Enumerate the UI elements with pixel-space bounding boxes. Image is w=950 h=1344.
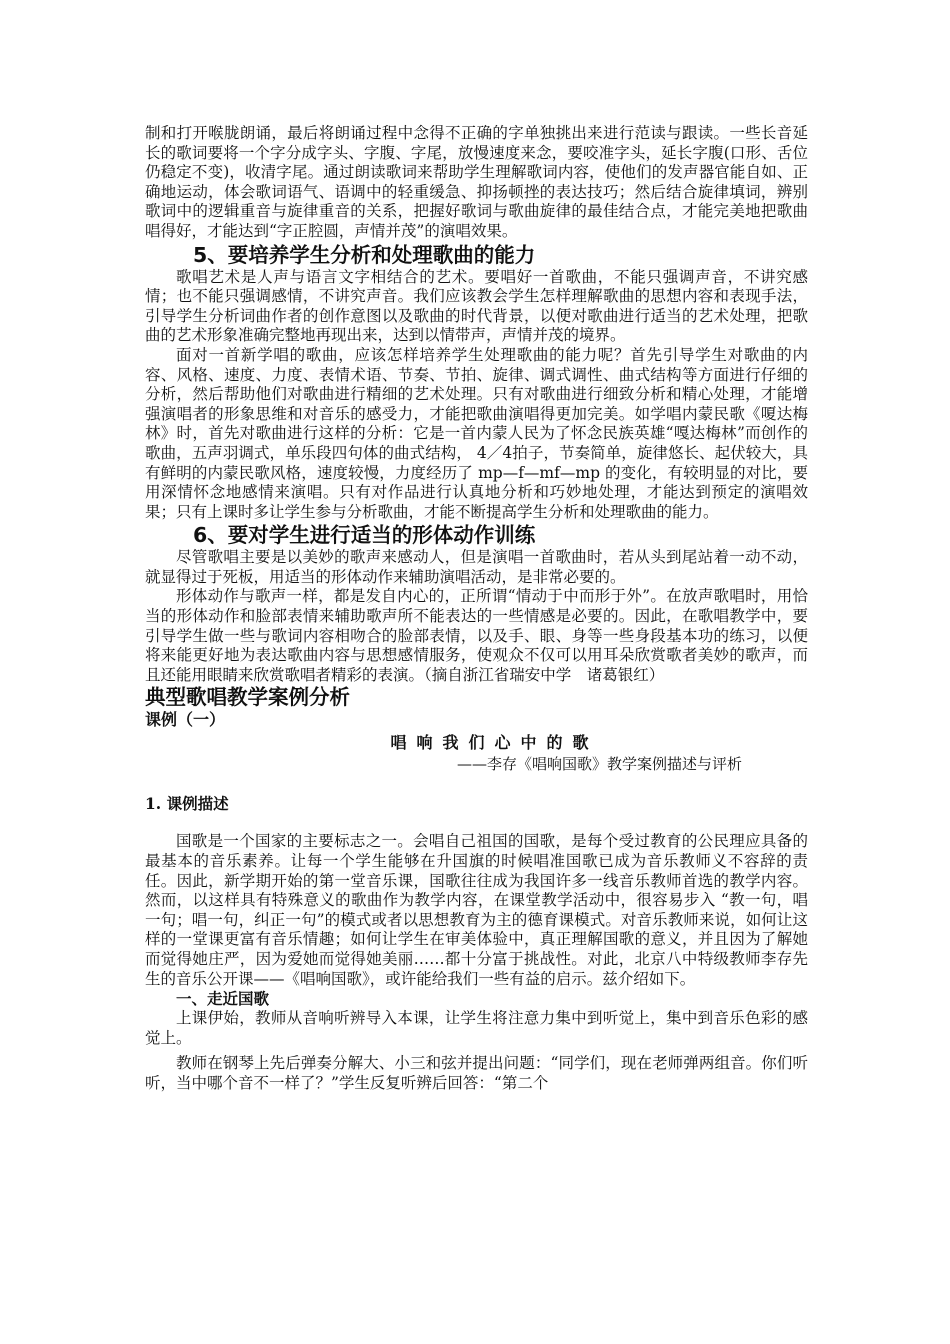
case-subtitle: ——李存《唱响国歌》教学案例描述与评析 xyxy=(456,755,742,774)
subsection-heading-approach: 一、走近国歌 xyxy=(176,989,270,1009)
section-heading-6: 6、要对学生进行适当的形体动作训练 xyxy=(193,523,536,548)
paragraph-piano-chords: 教师在钢琴上先后弹奏分解大、小三和弦并提出问题：“同学们，现在老师弹两组音。你们听听，当中哪个音不一样了？”学生反复听辨后回答：“第二个 xyxy=(145,1054,808,1092)
case-analysis-heading: 典型歌唱教学案例分析 xyxy=(145,685,350,710)
paragraph-lyrics-reading: 制和打开喉胧朗诵，最后将朗诵过程中念得不正确的字单独挑出来进行范读与跟读。一些长音延长的歌词要将一个字分成字头、字腹、字尾，放慢速度来念，要咬准字头，延长字腹(口形、舌位仍稳定不变)，收清字尾。通过朗读歌词来帮助学生理解歌词内容，使他们的发声器官能自如、正确地运动，体会歌词语气、语调中的轻重缓急、抑扬顿挫的表达技巧；然后结合旋律填词，辨别歌词中的逻辑重音与旋律重音的关系，把握好歌词与歌曲旋律的最佳结合点，才能完美地把歌曲唱得好，才能达到“字正腔圆，声情并茂”的演唱效果。 xyxy=(145,124,808,240)
paragraph-song-analysis: 面对一首新学唱的歌曲，应该怎样培养学生处理歌曲的能力呢？首先引导学生对歌曲的内容、风格、速度、力度、表情术语、节奏、节拍、旋律、调式调性、曲式结构等方面进行仔细的分析，然后帮助他们对歌曲进行精细的艺术处理。只有对歌曲进行细致分析和精心处理，才能增强演唱者的形象思维和对音乐的感受力，才能把歌曲演唱得更加完美。如学唱内蒙民歌《嗄达梅林》时，首先对歌曲进行这样的分析：它是一首内蒙人民为了怀念民族英雄“嘎达梅林”而创作的歌曲，五声羽调式，单乐段四句体的曲式结构， 4／4拍子，节奏简单，旋律悠长、起伏较大，具有鲜明的内蒙民歌风格，速度较慢，力度经历了 mp—f—mf—mp 的变化，有较明显的对比，要用深情怀念地感情来演唱。只有对作品进行认真地分析和巧妙地处理，才能达到预定的演唱效果；只有上课时多让学生参与分析歌曲，才能不断提高学生分析和处理歌曲的能力。 xyxy=(145,345,808,521)
paragraph-singing-art: 歌唱艺术是人声与语言文字相结合的艺术。要唱好一首歌曲，不能只强调声音，不讲究感情；也不能只强调感情，不讲究声音。我们应该教会学生怎样理解歌曲的思想内容和表现手法，引导学生分析词曲作者的创作意图以及歌曲的时代背景，以便对歌曲进行适当的艺术处理，把歌曲的艺术形象准确完整地再现出来，达到以情带声，声情并茂的境界。 xyxy=(145,267,808,345)
paragraph-body-movement-intro: 尽管歌唱主要是以美妙的歌声来感动人，但是演唱一首歌曲时，若从头到尾站着一动不动，就显得过于死板，用适当的形体动作来辅助演唱活动，是非常必要的。 xyxy=(145,548,808,586)
case-label: 课例（一） xyxy=(145,710,226,730)
document-page xyxy=(145,124,808,1094)
section-heading-5: 5、要培养学生分析和处理歌曲的能力 xyxy=(193,242,536,267)
paragraph-body-movement: 形体动作与歌声一样，都是发自内心的，正所谓“情动于中而形于外”。在放声歌唱时，用恰当的形体动作和脸部表情来辅助歌声所不能表达的一些情感是必要的。因此，在歌唱教学中，要引导学生做一些与歌词内容相吻合的脸部表情，以及手、眼、身等一些身段基本功的练习，以便将来能更好地为表达歌曲内容与思想感情服务，使观众不仅可以用耳朵欣赏歌者美妙的歌声，而且还能用眼睛来欣赏歌唱者精彩的表演。（摘自浙江省瑞安中学 诸葛银红） xyxy=(145,587,808,684)
case-title: 唱响我们心中的歌 xyxy=(390,733,599,753)
paragraph-lesson-start: 上课伊始，教师从音响听辨导入本课，让学生将注意力集中到听觉上，集中到音乐色彩的感觉上。 xyxy=(145,1009,808,1047)
paragraph-national-anthem: 国歌是一个国家的主要标志之一。会唱自己祖国的国歌，是每个受过教育的公民理应具备的最基本的音乐素养。让每一个学生能够在升国旗的时候唱准国歌已成为音乐教师义不容辞的责任。因此，新学期开始的第一堂音乐课，国歌往往成为我国许多一线音乐教师首选的教学内容。然而，以这样具有特殊意义的歌曲作为教学内容，在课堂教学活动中，很容易步入 “教一句，唱一句；唱一句，纠正一句”的模式或者以思想教育为主的德育课模式。对音乐教师来说，如何让这样的一堂课更富有音乐情趣；如何让学生在审美体验中，真正理解国歌的意义，并且因为了解她而觉得她庄严，因为爱她而觉得她美丽……都十分富于挑战性。对此，北京八中特级教师李存先生的音乐公开课——《唱响国歌》，或许能给我们一些有益的启示。兹介绍如下。 xyxy=(145,832,808,988)
subsection-heading-description: 1. 课例描述 xyxy=(145,794,229,814)
